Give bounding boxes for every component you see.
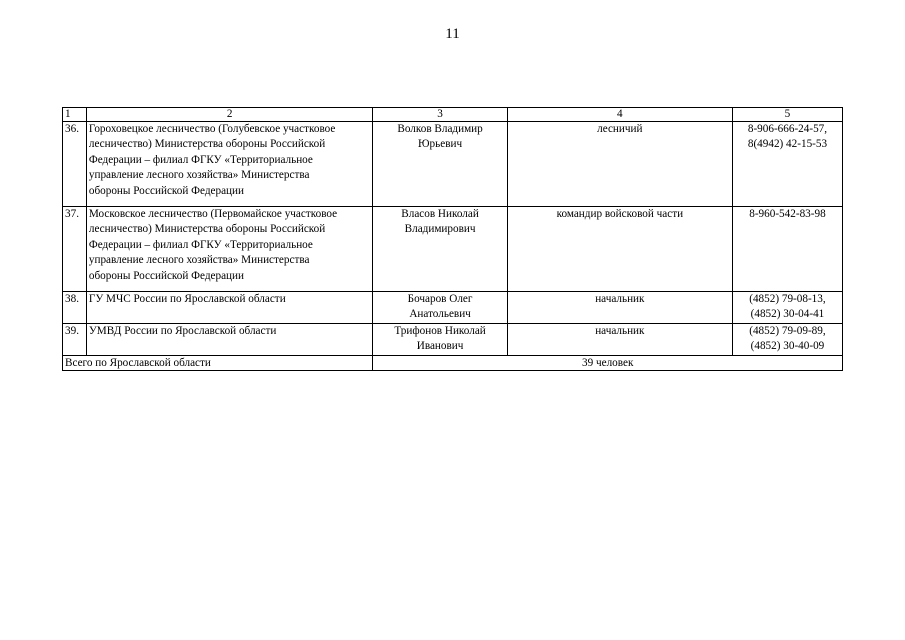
- table-row: [63, 122, 843, 207]
- table-row: [63, 324, 843, 356]
- table-row: [63, 292, 843, 324]
- phone-cell: (4852) 79-08-13, (4852) 30-04-41: [732, 292, 842, 324]
- column-header-4: 4: [507, 108, 732, 122]
- person-name-cell: Волков Владимир Юрьевич: [373, 122, 507, 207]
- table-header-row: [63, 108, 843, 122]
- row-number: 38.: [63, 292, 87, 324]
- position-cell: начальник: [507, 292, 732, 324]
- person-name-cell: Власов Николай Владимирович: [373, 207, 507, 292]
- row-number: 39.: [63, 324, 87, 356]
- row-number: 36.: [63, 122, 87, 207]
- phone-cell: (4852) 79-09-89, (4852) 30-40-09: [732, 324, 842, 356]
- organization-cell: ГУ МЧС России по Ярославской области: [86, 292, 373, 324]
- row-number: 37.: [63, 207, 87, 292]
- total-label: Всего по Ярославской области: [63, 356, 373, 371]
- column-header-5: 5: [732, 108, 842, 122]
- person-name-cell: Трифонов Николай Иванович: [373, 324, 507, 356]
- total-row: [63, 356, 843, 371]
- column-header-2: 2: [86, 108, 373, 122]
- organization-cell: Гороховецкое лесничество (Голубевское участковое лесничество) Министерства обороны Российской Федерации – филиал ФГКУ «Территориальное управление лесного хозяйства» Министерства обороны Российской Федерации: [86, 122, 373, 207]
- organization-cell: Московское лесничество (Первомайское участковое лесничество) Министерства обороны Российской Федерации – филиал ФГКУ «Территориальное управление лесного хозяйства» Министерства обороны Российской Федерации: [86, 207, 373, 292]
- organization-cell: УМВД России по Ярославской области: [86, 324, 373, 356]
- total-value: 39 человек: [373, 356, 843, 371]
- page-number: 11: [445, 26, 460, 42]
- table-row: [63, 207, 843, 292]
- position-cell: начальник: [507, 324, 732, 356]
- phone-cell: 8-960-542-83-98: [732, 207, 842, 292]
- contacts-table: [62, 107, 843, 371]
- position-cell: лесничий: [507, 122, 732, 207]
- column-header-1: 1: [63, 108, 87, 122]
- person-name-cell: Бочаров Олег Анатольевич: [373, 292, 507, 324]
- phone-cell: 8-906-666-24-57, 8(4942) 42-15-53: [732, 122, 842, 207]
- column-header-3: 3: [373, 108, 507, 122]
- position-cell: командир войсковой части: [507, 207, 732, 292]
